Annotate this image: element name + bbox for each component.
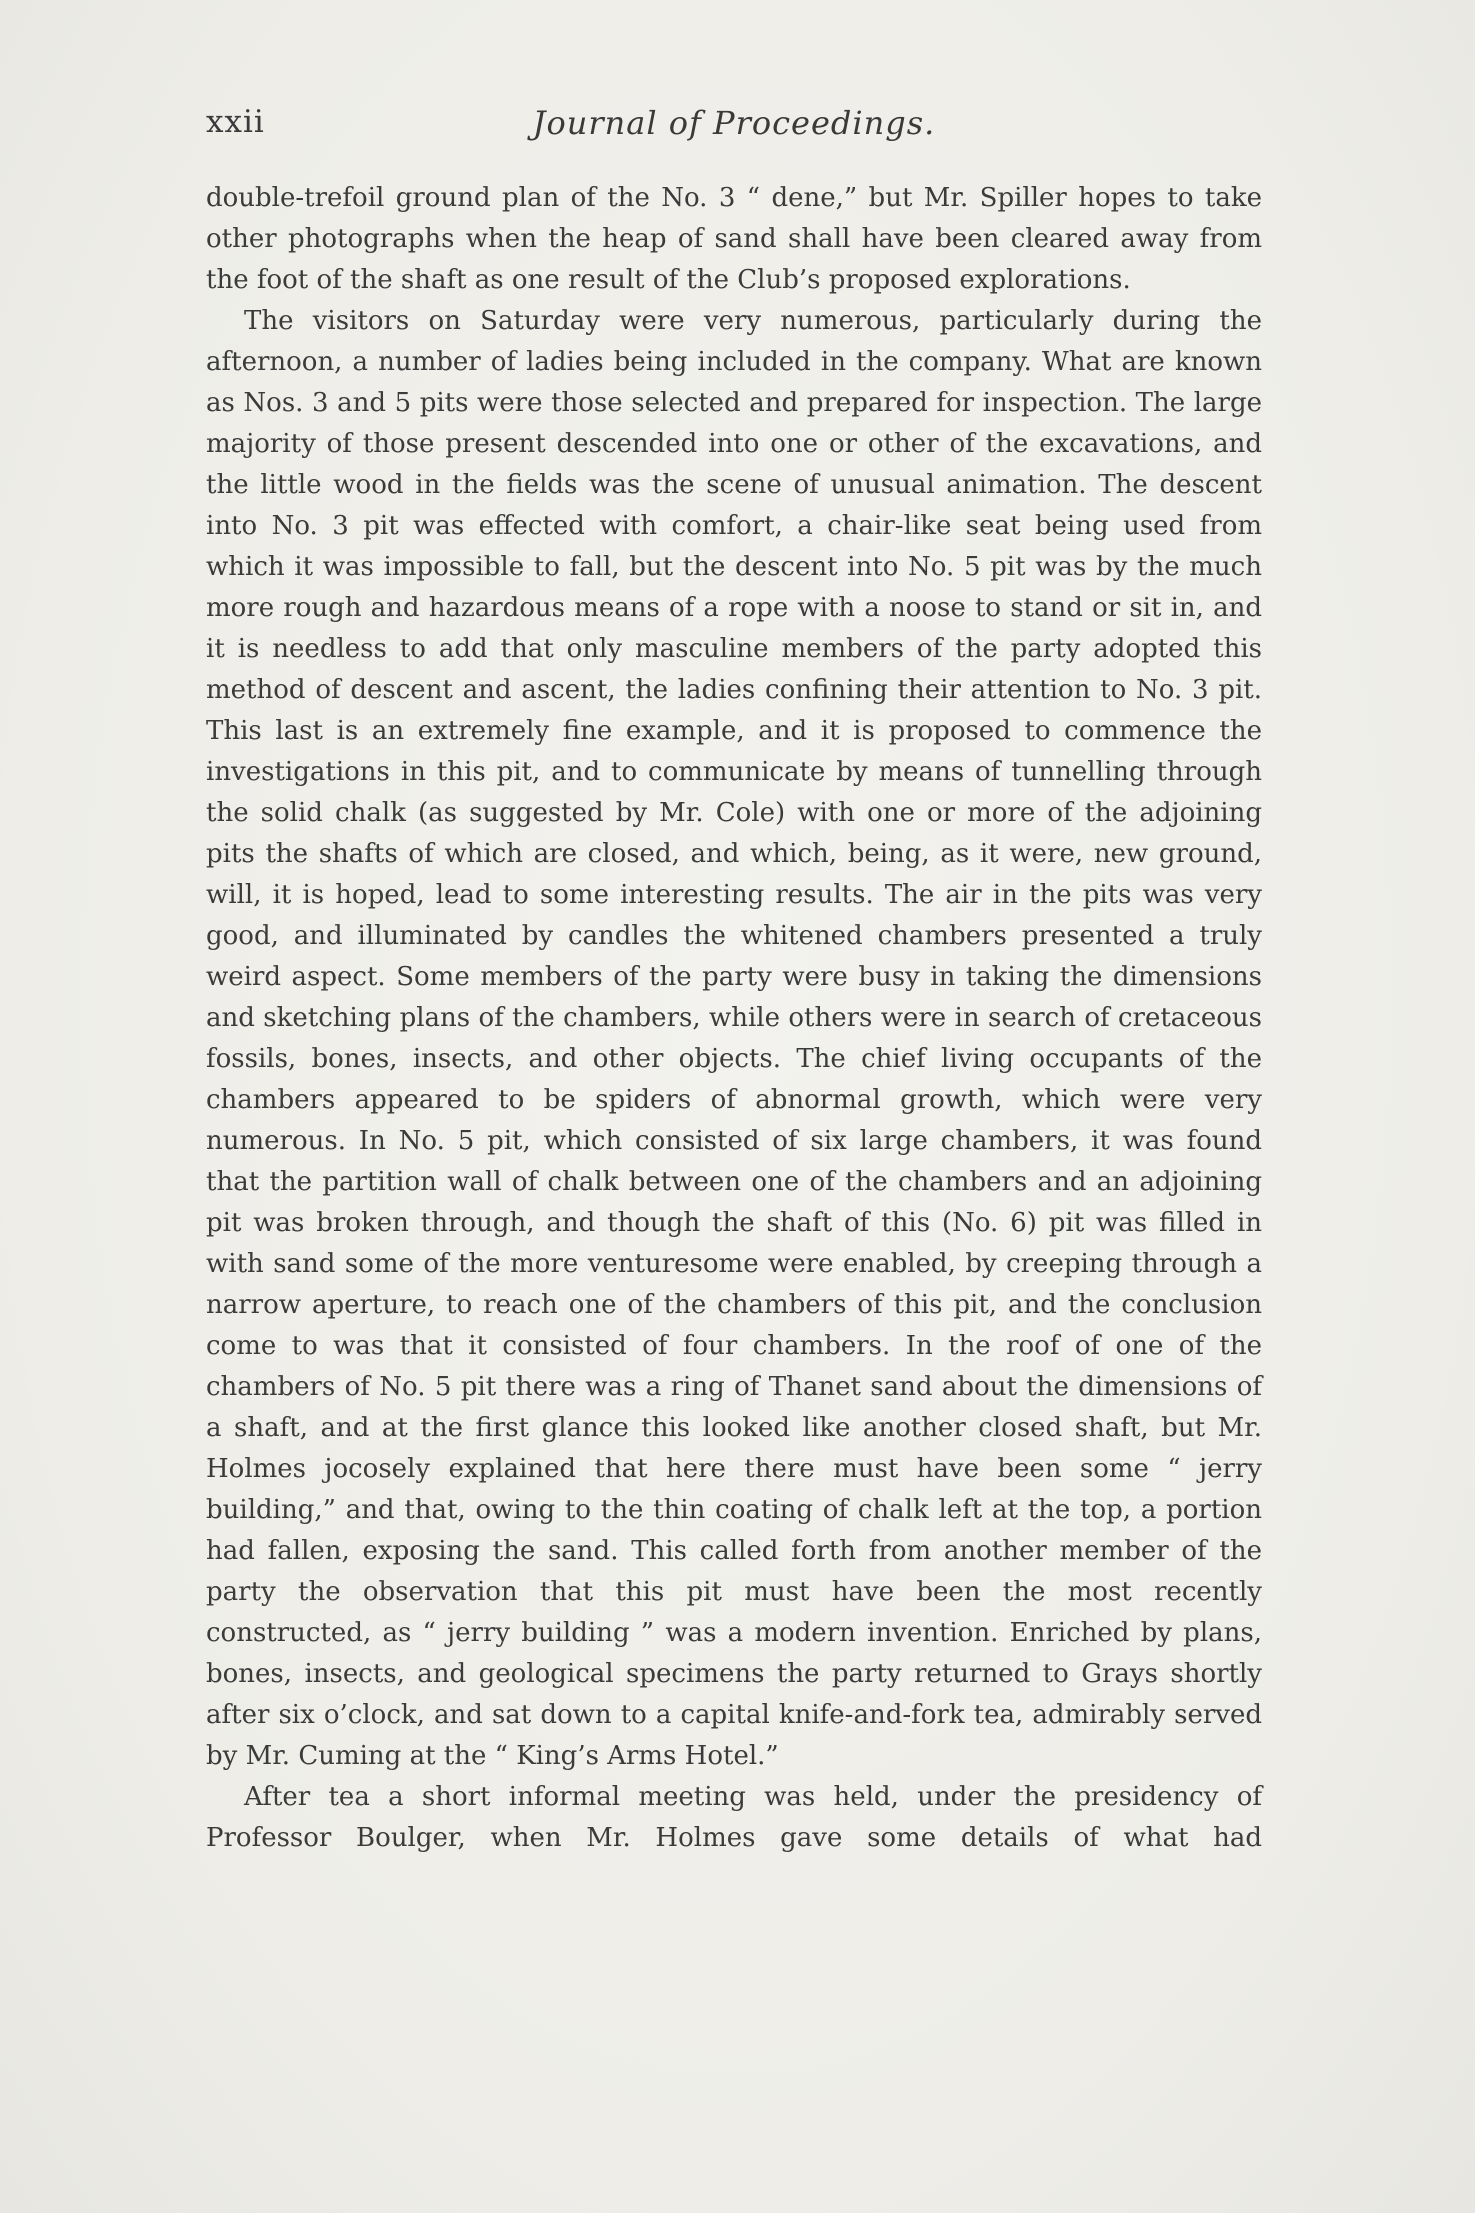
running-head: Journal of Proceedings. [532,104,936,142]
paragraph: After tea a short informal meeting was held, under the presidency of Professor Boulger, when Mr. Holmes gave some details of what had [206,1782,1262,1853]
page-number: xxii [206,104,265,140]
paragraph: The visitors on Saturday were very numerous, particularly during the afternoon, a number of ladies being included in the company. What are known as Nos. 3 and 5 pits were those selected and prepared for inspection. The large majority of those present descended into one or other of the excavations, and the little wood in the fields was the scene of unusual animation. The descent into No. 3 pit was effected with comfort, a chair-like seat being used from which it was impossible to fall, but the descent into No. 5 pit was by the much more rough and hazardous means of a rope with a noose to stand or sit in, and it is needless to add that only masculine members of the party adopted this method of descent and ascent, the ladies confining their attention to No. 3 pit. This last is an extremely fine example, and it is proposed to commence the investigations in this pit, and to communicate by means of tunnelling through the solid chalk (as suggested by Mr. Cole) with one or more of the adjoining pits the shafts of which are closed, and which, being, as it were, new ground, will, it is hoped, lead to some interesting results. The air in the pits was very good, and illuminated by candles the whitened chambers presented a truly weird aspect. Some members of the party were busy in taking the dimensions and sketching plans of the chambers, while others were in search of cretaceous fossils, bones, insects, and other objects. The chief living occupants of the chambers appeared to be spiders of abnormal growth, which were very numerous. In No. 5 pit, which consisted of six large chambers, it was found that the partition wall of chalk between one of the chambers and an adjoining pit was broken through, and though the shaft of this (No. 6) pit was filled in with sand some of the more venturesome were enabled, by creeping through a narrow aperture, to reach one of the chambers of this pit, and the conclusion come to was that it consisted of four chambers. In the roof of one of the chambers of No. 5 pit there was a ring of Thanet sand about the dimensions of a shaft, and at the first glance this looked like another closed shaft, but Mr. Holmes jocosely explained that here there must have been some “ jerry building,” and that, owing to the thin coating of chalk left at the top, a portion had fallen, exposing the sand. This called forth from another member of the party the observation that this pit must have been the most recently constructed, as “ jerry building ” was a modern invention. Enriched by plans, bones, insects, and geological specimens the party returned to Grays shortly after six o’clock, and sat down to a capital knife-and-fork tea, admirably served by Mr. Cuming at the “ King’s Arms Hotel.” [206,306,1262,1771]
body-text [206,178,1262,1859]
page-header [206,104,1262,154]
paragraph: double-trefoil ground plan of the No. 3 “ dene,” but Mr. Spiller hopes to take other photographs when the heap of sand shall have been cleared away from the foot of the shaft as one result of the Club’s proposed explorations. [206,183,1262,295]
